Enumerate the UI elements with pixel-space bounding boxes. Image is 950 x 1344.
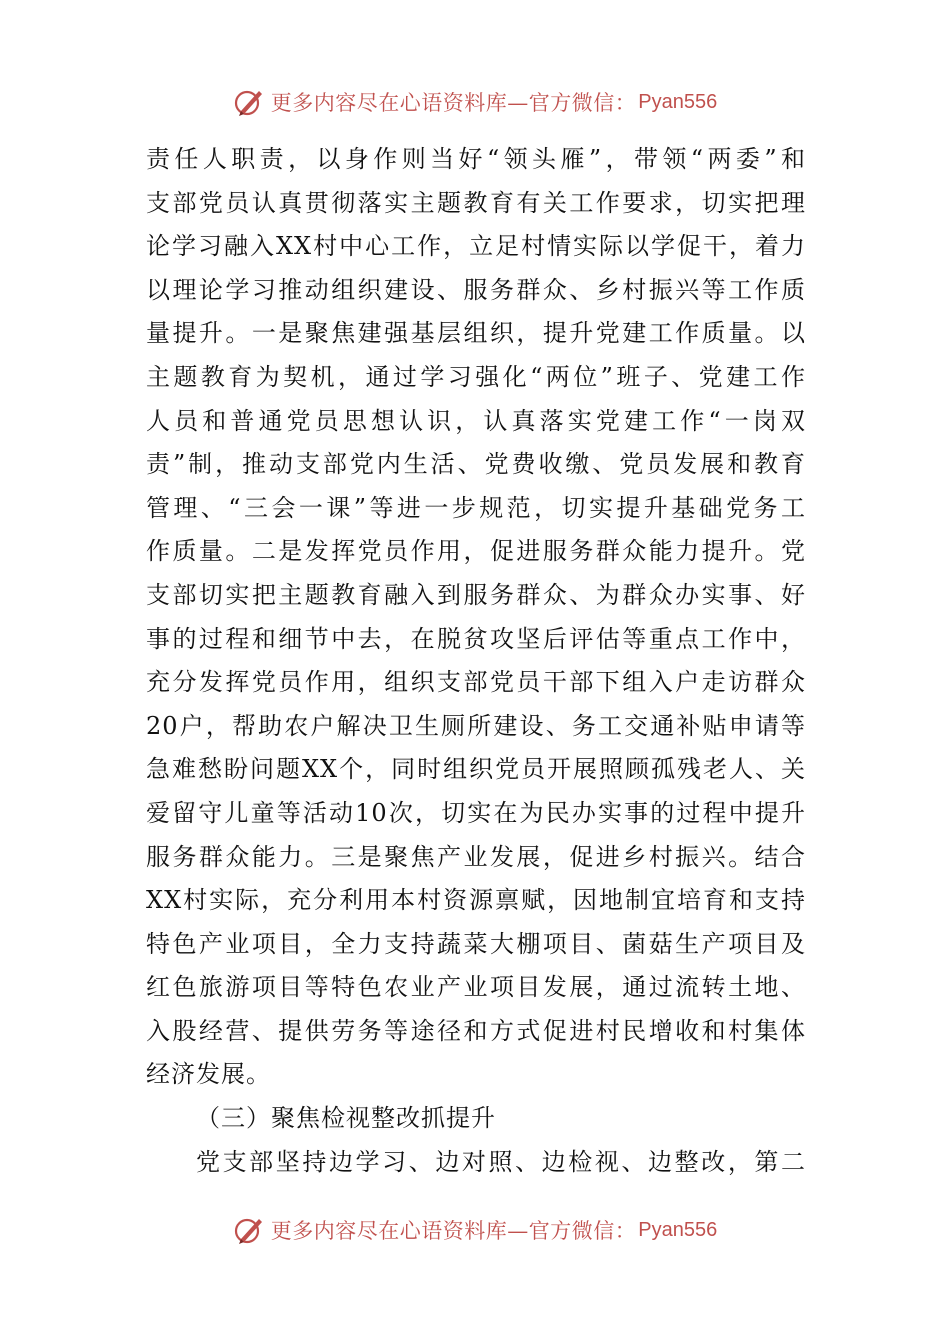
paragraph-line: 事的过程和细节中去，在脱贫攻坚后评估等重点工作中， — [146, 624, 806, 653]
paragraph-line: 特色产业项目，全力支持蔬菜大棚项目、菌菇生产项目及 — [146, 929, 806, 958]
paragraph-line: 20户，帮助农户解决卫生厕所建设、务工交通补贴申请等 — [146, 711, 806, 740]
paragraph-line: 管理、“三会一课”等进一步规范，切实提升基础党务工 — [146, 493, 806, 522]
paragraph-line: 量提升。一是聚焦建强基层组织，提升党建工作质量。以 — [146, 319, 806, 348]
paragraph-line: 支部切实把主题教育融入到服务群众、为群众办实事、好 — [146, 580, 806, 609]
paragraph-line: 充分发挥党员作用，组织支部党员干部下组入户走访群众 — [146, 668, 806, 697]
section-heading: （三）聚焦检视整改抓提升 — [196, 1104, 496, 1133]
footer-watermark — [0, 1210, 950, 1250]
watermark-id: Pyan556 — [638, 1218, 718, 1241]
paragraph-line: 红色旅游项目等特色农业产业项目发展，通过流转土地、 — [146, 973, 806, 1002]
watermark-id: Pyan556 — [638, 90, 718, 113]
paragraph-line: XX村实际，充分利用本村资源禀赋，因地制宜培育和支持 — [146, 886, 806, 915]
paragraph-line: 支部党员认真贯彻落实主题教育有关工作要求，切实把理 — [146, 188, 806, 217]
paragraph-line: 服务群众能力。三是聚焦产业发展，促进乡村振兴。结合 — [146, 842, 806, 871]
paragraph-line: 急难愁盼问题XX个，同时组织党员开展照顾孤残老人、关 — [146, 755, 806, 784]
watermark-text: 更多内容尽在心语资料库—官方微信： — [270, 1219, 637, 1243]
document-body — [146, 138, 806, 1184]
paragraph-line: 人员和普通党员思想认识，认真落实党建工作“一岗双 — [146, 406, 806, 435]
paragraph-line: 经济发展。 — [146, 1060, 271, 1089]
watermark-text: 更多内容尽在心语资料库—官方微信： — [270, 91, 637, 115]
pen-logo-icon — [233, 85, 267, 119]
paragraph-line: 责”制，推动支部党内生活、党费收缴、党员发展和教育 — [146, 450, 806, 479]
paragraph-line: 主题教育为契机，通过学习强化“两位”班子、党建工作 — [146, 362, 806, 391]
paragraph-line: 责任人职责，以身作则当好“领头雁”，带领“两委”和 — [146, 145, 806, 173]
paragraph-line: 论学习融入XX村中心工作，立足村情实际以学促干，着力 — [146, 232, 806, 261]
paragraph-line: 入股经营、提供劳务等途径和方式促进村民增收和村集体 — [146, 1016, 806, 1045]
paragraph-line: 以理论学习推动组织建设、服务群众、乡村振兴等工作质 — [146, 275, 806, 304]
pen-logo-icon — [233, 1213, 267, 1247]
paragraph-line: 作质量。二是发挥党员作用，促进服务群众能力提升。党 — [146, 537, 806, 566]
paragraph-line: 爱留守儿童等活动10次，切实在为民办实事的过程中提升 — [146, 798, 806, 827]
paragraph-line: 党支部坚持边学习、边对照、边检视、边整改，第二 — [196, 1147, 806, 1176]
header-watermark — [0, 82, 950, 122]
